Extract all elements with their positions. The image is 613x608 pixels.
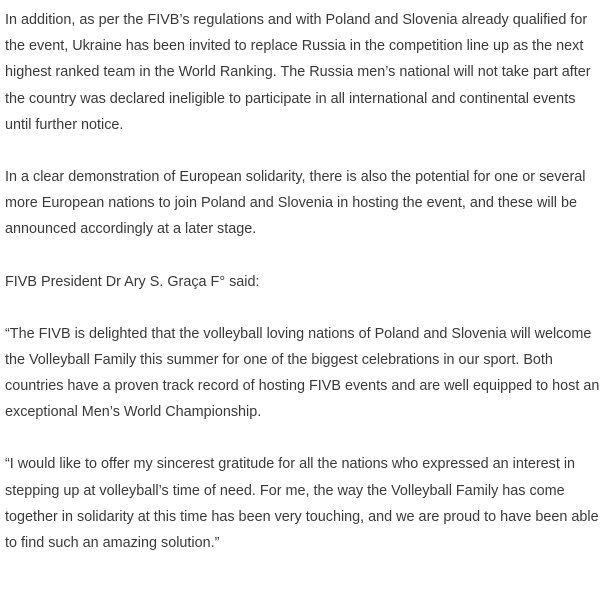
text-line: to find such an amazing solution.” (5, 535, 220, 551)
text-line: the country was declared ineligible to participate in all international and continental events (5, 90, 576, 107)
paragraph-ukraine-replacement (5, 7, 613, 138)
paragraph-president-intro (5, 269, 613, 295)
paragraph-european-solidarity (5, 164, 613, 243)
text-line: announced accordingly at a later stage. (5, 221, 257, 238)
text-line: together in solidarity at this time has been very touching, and we are proud to have been able (5, 508, 599, 525)
text-line: more European nations to join Poland and Slovenia in hosting the event, and these will be (5, 195, 578, 212)
text-line: exceptional Men’s World Championship. (5, 404, 262, 421)
text-line: highest ranked team in the World Ranking. The Russia men’s national will not take part after (5, 64, 591, 81)
text-line: until further notice. (5, 116, 124, 133)
text-line: the event, Ukraine has been invited to replace Russia in the competition line up as the next (5, 38, 584, 55)
text-line: “The FIVB is delighted that the volleyball loving nations of Poland and Slovenia will welcome (5, 325, 592, 342)
text-line: “I would like to offer my sincerest gratitude for all the nations who expressed an interest in (5, 456, 576, 473)
text-line: In addition, as per the FIVB’s regulations and with Poland and Slovenia already qualified for (5, 12, 588, 28)
text-line: FIVB President Dr Ary S. Graça F° said: (5, 273, 260, 290)
text-line: In a clear demonstration of European solidarity, there is also the potential for one or several (5, 168, 586, 185)
paragraph-quote-delighted (5, 321, 613, 426)
text-line: the Volleyball Family this summer for one of the biggest celebrations in our sport. Both (5, 351, 553, 368)
text-line: countries have a proven track record of hosting FIVB events and are well equipped to host an (5, 378, 600, 395)
paragraph-quote-gratitude (5, 451, 613, 556)
text-line: stepping up at volleyball’s time of need. For me, the way the Volleyball Family has come (5, 482, 565, 499)
